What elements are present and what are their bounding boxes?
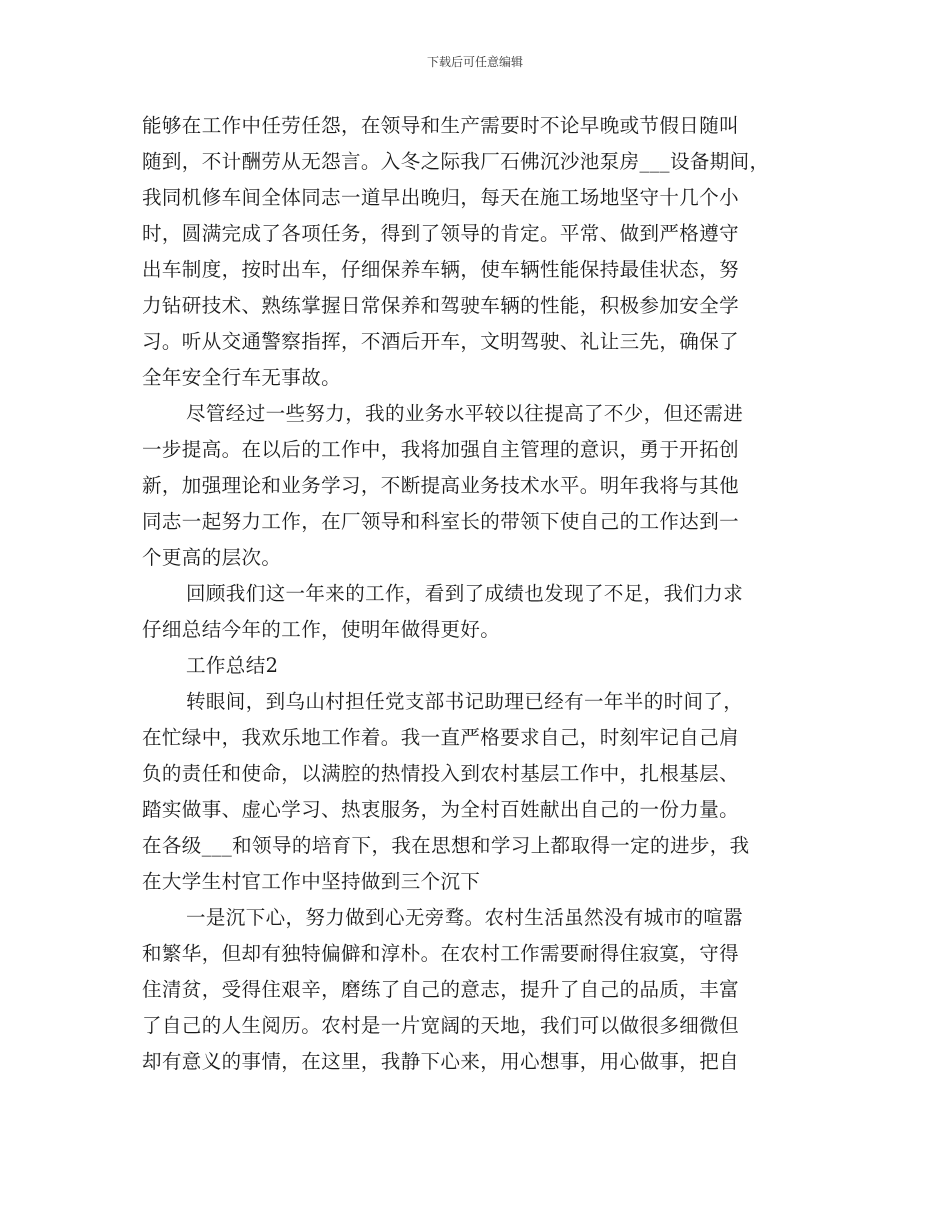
section-title: 工作总结2 (186, 654, 279, 677)
text-line: 我同机修车间全体同志一道早出晚归，每天在施工场地坚守十几个小 (142, 186, 740, 209)
text-line: 却有意义的事情，在这里，我静下心来，用心想事，用心做事，把自 (142, 1050, 740, 1073)
text-line: 同志一起努力工作，在厂领导和科室长的带领下使自己的工作达到一 (142, 510, 740, 533)
text-line: 习。听从交通警察指挥，不酒后开车，文明驾驶、礼让三先，确保了 (142, 330, 740, 353)
text-line: 踏实做事、虚心学习、热衷服务，为全村百姓献出自己的一份力量。 (142, 798, 740, 821)
text-line: 尽管经过一些努力，我的业务水平较以往提高了不少，但还需进 (186, 402, 744, 425)
text-line: 在大学生村官工作中坚持做到三个沉下 (142, 870, 481, 893)
section-heading (142, 648, 832, 684)
paragraph-1 (142, 108, 832, 396)
paragraph-3 (142, 576, 832, 648)
text-line: 一步提高。在以后的工作中，我将加强自主管理的意识，勇于开拓创 (142, 438, 740, 461)
text-line: 在忙绿中，我欢乐地工作着。我一直严格要求自己，时刻牢记自己肩 (142, 726, 740, 749)
text-line: 了自己的人生阅历。农村是一片宽阔的天地，我们可以做很多细微但 (142, 1014, 740, 1037)
text-line: 负的责任和使命，以满腔的热情投入到农村基层工作中，扎根基层、 (142, 762, 740, 785)
text-line: 和繁华，但却有独特偏僻和淳朴。在农村工作需要耐得住寂寞，守得 (142, 942, 740, 965)
text-line: 出车制度，按时出车，仔细保养车辆，使车辆性能保持最佳状态，努 (142, 258, 740, 281)
text-line: 新，加强理论和业务学习，不断提高业务技术水平。明年我将与其他 (142, 474, 740, 497)
text-line: 随到，不计酬劳从无怨言。入冬之际我厂石佛沉沙池泵房___设备期间， (142, 150, 770, 173)
document-body (142, 108, 832, 1080)
text-line: 全年安全行车无事故。 (142, 366, 342, 389)
text-line: 仔细总结今年的工作，使明年做得更好。 (142, 618, 501, 641)
text-line: 转眼间，到乌山村担任党支部书记助理已经有一年半的时间了， (186, 690, 744, 713)
text-line: 住清贫，受得住艰辛，磨练了自己的意志，提升了自己的品质，丰富 (142, 978, 740, 1001)
text-line: 回顾我们这一年来的工作，看到了成绩也发现了不足，我们力求 (186, 582, 744, 605)
text-line: 个更高的层次。 (142, 546, 282, 569)
paragraph-2 (142, 396, 832, 576)
text-line: 力钻研技术、熟练掌握日常保养和驾驶车辆的性能，积极参加安全学 (142, 294, 740, 317)
page-header: 下载后可任意编辑 (426, 55, 523, 69)
text-line: 时，圆满完成了各项任务，得到了领导的肯定。平常、做到严格遵守 (142, 222, 740, 245)
paragraph-4 (142, 684, 832, 900)
text-line: 一是沉下心，努力做到心无旁骛。农村生活虽然没有城市的喧嚣 (186, 906, 744, 929)
text-line: 能够在工作中任劳任怨，在领导和生产需要时不论早晚或节假日随叫 (142, 114, 740, 137)
text-line: 在各级___和领导的培育下，我在思想和学习上都取得一定的进步，我 (142, 834, 750, 857)
paragraph-5 (142, 900, 832, 1080)
